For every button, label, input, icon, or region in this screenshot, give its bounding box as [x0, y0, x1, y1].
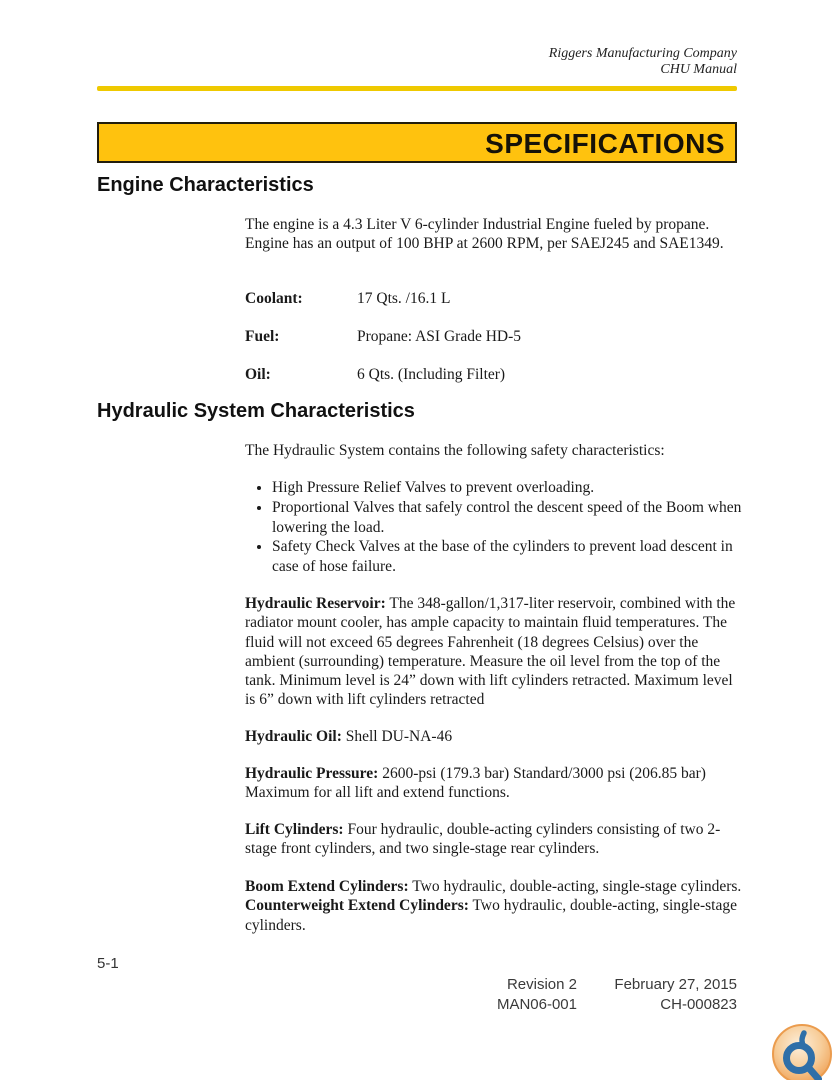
crane-logo-icon	[771, 1023, 833, 1080]
footer-revision-block	[462, 975, 737, 1014]
paragraph-text: Two hydraulic, double-acting, single-stage cylinders.	[245, 897, 737, 934]
hydraulic-oil-paragraph	[245, 727, 745, 746]
engine-specs-table	[245, 289, 745, 403]
spec-row-fuel	[245, 327, 745, 346]
hydraulic-pressure-paragraph	[245, 764, 745, 803]
list-item: • Safety Check Valves at the base of the cylinders to prevent load descent in case of hose failure.	[272, 537, 745, 577]
footer-change-number: CH-000823	[660, 995, 737, 1013]
lift-cylinders-paragraph	[245, 820, 745, 859]
paragraph-lead: Counterweight Extend Cylinders:	[245, 897, 469, 915]
header-company: Riggers Manufacturing Company	[548, 46, 737, 61]
footer-date: February 27, 2015	[614, 976, 737, 993]
spec-label: Oil:	[245, 365, 271, 383]
spec-row-oil	[245, 365, 745, 384]
paragraph-lead: Lift Cylinders:	[245, 821, 344, 838]
hydraulic-reservoir-paragraph	[245, 594, 745, 710]
footer-doc-number: MAN06-001	[496, 995, 577, 1013]
spec-label: Coolant:	[245, 290, 303, 307]
header-rule	[97, 86, 737, 91]
counterweight-extend-cylinders-paragraph	[245, 896, 745, 935]
paragraph-text: Four hydraulic, double-acting cylinders consisting of two 2-stage front cylinders, and two single-stage rear cylinders.	[245, 821, 721, 858]
footer-revision: Revision 2	[506, 976, 577, 993]
hydraulic-intro-paragraph: The Hydraulic System contains the following safety characteristics:	[245, 442, 665, 459]
paragraph-lead: Boom Extend Cylinders:	[245, 878, 409, 895]
safety-characteristics-list	[245, 478, 745, 577]
spec-value: Propane: ASI Grade HD-5	[357, 327, 522, 345]
header-manual-title: CHU Manual	[660, 61, 737, 77]
paragraph-text: Shell DU-NA-46	[345, 728, 453, 745]
paragraph-lead: Hydraulic Oil:	[245, 728, 342, 745]
engine-intro-paragraph: The engine is a 4.3 Liter V 6-cylinder Industrial Engine fueled by propane. Engine has an output of 100 BHP at 2600 RPM, per SAEJ245 and SAE1349.	[245, 216, 724, 253]
boom-extend-cylinders-paragraph	[245, 877, 745, 896]
page-number: 5-1	[97, 955, 119, 972]
paragraph-lead: Hydraulic Pressure:	[245, 765, 379, 782]
paragraph-text: The 348-gallon/1,317-liter reservoir, combined with the radiator mount cooler, has ample capacity to maintain fluid temperatures. The fluid will not exceed 65 degrees Fahrenheit (18 degrees Celsius) over the ambient (surrounding) temperature. Measure the oil level from the top of the tank. Minimum level is 24” down with lift cylinders retracted. Maximum level is 6” down with lift cylinders retracted	[245, 595, 736, 709]
spec-value: 6 Qts. (Including Filter)	[357, 365, 506, 383]
footer-row	[462, 975, 737, 995]
paragraph-text: 2600-psi (179.3 bar) Standard/3000 psi (206.85 bar) Maximum for all lift and extend functions.	[245, 765, 706, 802]
paragraph-text: Two hydraulic, double-acting, single-stage cylinders.	[412, 878, 742, 895]
list-item: • High Pressure Relief Valves to prevent overloading.	[272, 478, 745, 498]
spec-label: Fuel:	[245, 327, 280, 345]
specifications-banner: SPECIFICATIONS	[97, 122, 737, 163]
footer-row	[462, 995, 737, 1015]
engine-characteristics-heading: Engine Characteristics	[97, 174, 314, 196]
spec-row-coolant	[245, 289, 745, 308]
paragraph-lead: Hydraulic Reservoir:	[245, 595, 386, 612]
extend-cylinders-paragraphs	[245, 877, 745, 935]
list-item: • Proportional Valves that safely control the descent speed of the Boom when lowering the load.	[272, 498, 745, 538]
page-header	[549, 46, 737, 77]
hydraulic-system-heading: Hydraulic System Characteristics	[97, 400, 415, 422]
spec-value: 17 Qts. /16.1 L	[357, 290, 451, 307]
